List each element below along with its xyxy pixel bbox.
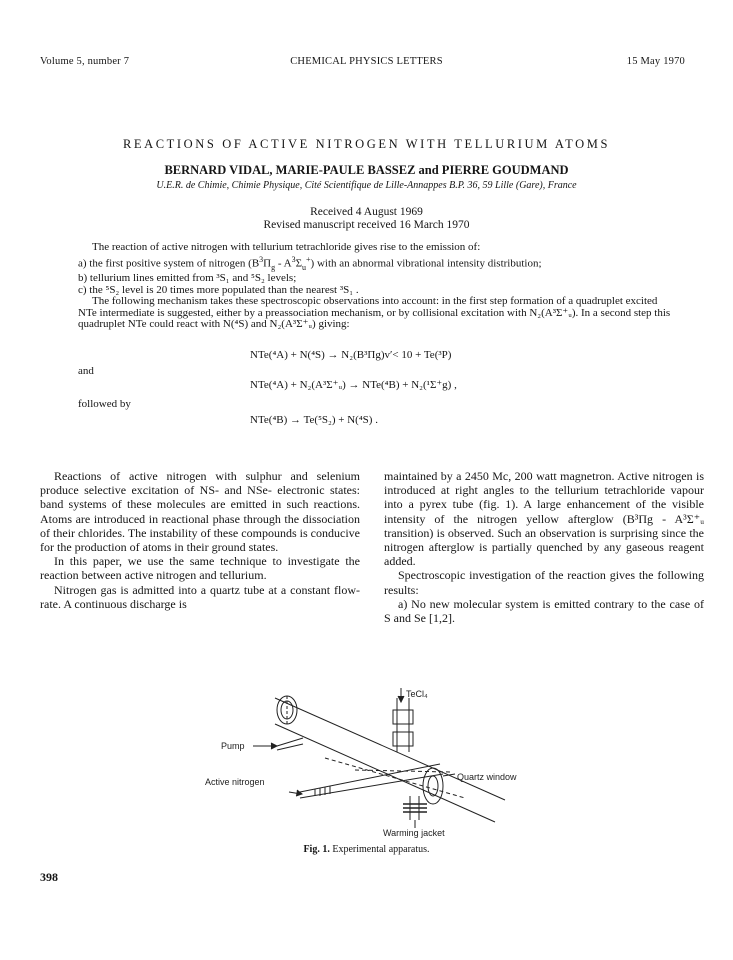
label-followed-by: followed by — [78, 398, 131, 410]
tecl4-label: TeCl₄ — [406, 689, 428, 699]
paragraph-apparatus: maintained by a 2450 Mc, 200 watt magnetron. Active nitrogen is introduced at right angles to the tellurium tetrachloride vapour into a pyrex tube (fig. 1). A large enhancement of the visible intensity of the nitrogen yellow afterglow (B³Πg - A³Σ⁺ᵤ transition) is observed. Such an observation is surprising since the nitrogen afterglow is partially quenched by any gaseous reagent added. — [384, 469, 704, 569]
journal-name: CHEMICAL PHYSICS LETTERS — [290, 56, 443, 67]
tube-end-ellipse — [277, 696, 297, 724]
main-tube — [275, 698, 505, 822]
paragraph-method: Nitrogen gas is admitted into a quartz tube at a constant flow-rate. A continuous discharge is — [40, 582, 360, 611]
issue-date: 15 May 1970 — [626, 56, 685, 67]
active-nitrogen-label: Active nitrogen — [205, 777, 265, 787]
pump-label: Pump — [221, 741, 245, 751]
volume-number: Volume 5, number 7 — [40, 56, 130, 67]
abstract-intro: The reaction of active nitrogen with tellurium tetrachloride gives rise to the emission of: — [92, 241, 481, 253]
abstract-item-b: b) tellurium lines emitted from ³S₁ and ⁵S₂ levels; — [78, 272, 297, 285]
equation-1: NTe(⁴A) + N(⁴S) → N₂(B³Πg)v′< 10 + Te(³P) — [250, 349, 452, 361]
figure-caption — [0, 844, 733, 855]
paragraph-intro: Reactions of active nitrogen with sulphur and selenium produce selective excitation of NS- and NSe- electronic states: band systems of these molecules are emitted in such reactions. Atoms are introduced in reactional phase through the dissociation of their chlorides. The instability of these compounds is conducive for the production of atoms in their ground states. — [40, 469, 360, 555]
equation-3: NTe(⁴B) → Te(⁵S₂) + N(⁴S) . — [250, 414, 378, 426]
tecl4-column — [397, 698, 409, 752]
body-right-column — [384, 469, 704, 625]
inlet-tube — [300, 764, 443, 798]
warming-jacket-label: Warming jacket — [383, 828, 445, 838]
quartz-window — [423, 768, 443, 804]
paragraph-results-intro: Spectroscopic investigation of the reaction gives the following results: — [384, 568, 704, 597]
body-left-column — [40, 469, 360, 611]
figure-caption-text: Experimental apparatus. — [332, 844, 430, 855]
paragraph-this-paper: In this paper, we use the same technique to investigate the reaction between active nitrogen and tellurium. — [40, 554, 360, 583]
article-title: REACTIONS OF ACTIVE NITROGEN WITH TELLURIUM ATOMS — [122, 137, 611, 151]
abstract-mechanism: The following mechanism takes these spectroscopic observations into account: in the first step formation of a quadruplet excited NTe intermediate is suggested, either by a preassociation mechanism, or by collisional excitation with N₂(A³Σ⁺ᵤ). In a second step this quadruplet NTe could react with N(⁴S) and N₂(A³Σ⁺ᵤ) giving: — [78, 295, 671, 331]
figure-caption-number: Fig. 1. — [303, 844, 330, 855]
affiliation: U.E.R. de Chimie, Chimie Physique, Cité Scientifique de Lille-Annappes B.P. 36, 59 Lille (Gare), France — [156, 180, 577, 191]
abstract-item-c: c) the ⁵S₂ level is 20 times more populated than the nearest ³S₁ . — [78, 283, 359, 296]
label-and: and — [78, 365, 94, 377]
abstract — [78, 242, 678, 331]
page-number: 398 — [40, 870, 58, 884]
paragraph-result-a: a) No new molecular system is emitted contrary to the case of S and Se [1,2]. — [384, 596, 704, 626]
revised-date: Revised manuscript received 16 March 1970 — [263, 219, 470, 231]
author-list: BERNARD VIDAL, MARIE-PAULE BASSEZ and PIERRE GOUDMAND — [164, 163, 569, 177]
abstract-item-a-text: a) the first positive system of nitrogen (B — [78, 257, 260, 270]
quartz-window-label: Quartz window — [457, 772, 517, 782]
received-date: Received 4 August 1969 — [310, 206, 423, 218]
apparatus-figure — [205, 688, 535, 838]
equation-2: NTe(⁴A) + N₂(A³Σ⁺ᵤ) → NTe(⁴B) + N₂(¹Σ⁺g) , — [250, 379, 457, 391]
abstract-item-a: a) the first positive system of nitrogen $(B^3\Pi_g - A^3\Sigma_u^+)$ with an abnormal vibrational intensity distribution; — [78, 254, 542, 272]
abstract-item-a-tail: ) with an abnormal vibrational intensity distribution; — [310, 257, 542, 270]
